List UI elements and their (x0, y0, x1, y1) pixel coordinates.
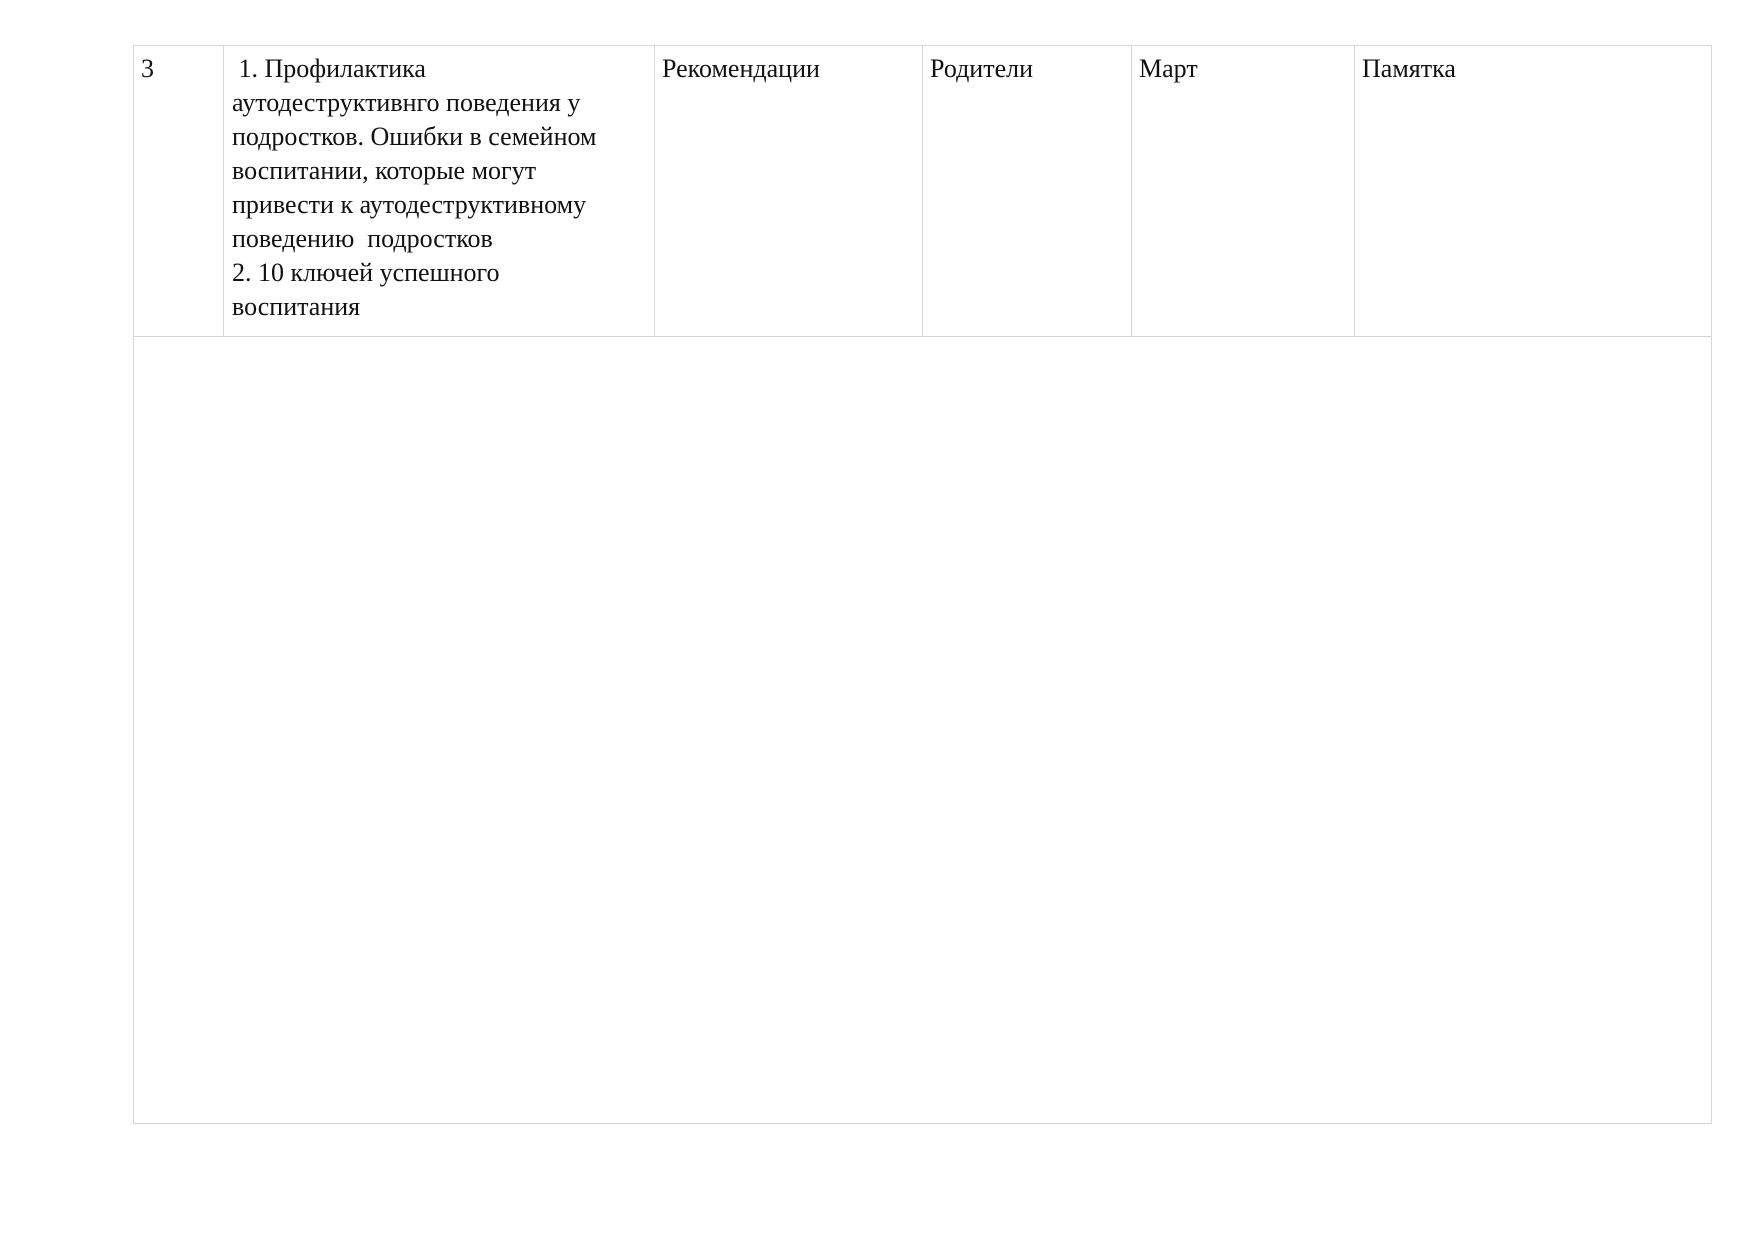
month-cell: Март (1132, 46, 1355, 337)
form-cell: Рекомендации (655, 46, 923, 337)
topic-line: 1. Профилактика (232, 54, 426, 83)
plan-table (133, 45, 1712, 1124)
table-row (134, 46, 1712, 337)
topic-line: воспитании, которые могут (232, 156, 537, 185)
row-number-cell: 3 (134, 46, 224, 337)
topic-line: подростков. Ошибки в семейном (232, 122, 597, 151)
topic-line: аутодеструктивнго поведения у (232, 88, 581, 117)
topic-line: поведению подростков (232, 224, 493, 253)
empty-table-row (134, 337, 1712, 1124)
audience-cell: Родители (923, 46, 1132, 337)
topic-line: воспитания (232, 292, 361, 321)
empty-merged-cell (134, 337, 1712, 1124)
topic-cell (224, 46, 655, 337)
topic-line: 2. 10 ключей успешного (232, 258, 500, 287)
topic-line: привести к аутодеструктивному (232, 190, 587, 219)
result-cell: Памятка (1355, 46, 1712, 337)
